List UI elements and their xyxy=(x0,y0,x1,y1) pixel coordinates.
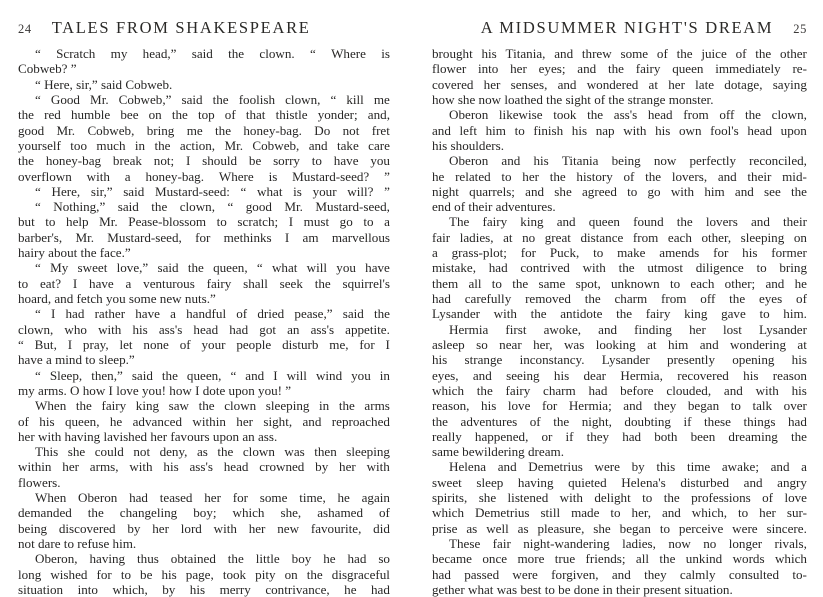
text-line: yourself too much in the action, Mr. Cobweb, and take care xyxy=(18,137,390,153)
page-number-left: 24 xyxy=(18,22,32,36)
text-line: prise as well as pleasure, she began to perceive were sincere. xyxy=(432,520,807,536)
text-line: to eat? I have a venturous fairy shall seek the squirrel's xyxy=(18,275,390,291)
text-line: This she could not deny, as the clown was then sleeping xyxy=(35,444,390,460)
story-title-heading: A MIDSUMMER NIGHT'S DREAM xyxy=(480,18,774,37)
text-line: same bewildering dream. xyxy=(432,444,564,460)
text-line: the honey-bag break not; I should be sorry to have you xyxy=(18,153,390,169)
text-line: When the fairy king saw the clown sleeping in the arms xyxy=(35,398,390,414)
text-line: fair ladies, at no great distance from each other, sleeping on xyxy=(432,229,807,245)
text-line: he related to her the history of the lovers, and their mid- xyxy=(432,168,807,184)
book-title-heading: TALES FROM SHAKESPEARE xyxy=(51,18,311,37)
text-line: brought his Titania, and threw some of the juice of the other xyxy=(432,46,807,61)
text-line: These fair night-wandering ladies, now no longer rivals, xyxy=(449,536,807,551)
text-line: good Mr. Cobweb, bring me the honey-bag. Do not fret xyxy=(18,122,390,138)
text-line: The fairy king and queen found the lovers and their xyxy=(449,214,807,230)
text-line: hoard, and fetch you some new nuts.” xyxy=(18,291,216,306)
text-line: have a mind to sleep.” xyxy=(18,352,135,368)
text-line: the adventures of the night, doubting if these things had xyxy=(432,413,807,429)
text-line: a grass-plot; for Puck, to make amends for his former xyxy=(432,245,807,261)
text-line: Helena and Demetrius were by this time awake; and a xyxy=(449,459,807,475)
text-line: “ Here, sir,” said Cobweb. xyxy=(35,76,173,92)
text-line: covered her senses, and wondered at her late dotage, saying xyxy=(432,76,807,92)
text-line: became once more true friends; all the unkind words which xyxy=(432,551,807,567)
text-line: end of their adventures. xyxy=(432,199,556,215)
text-line: them all to the same spot, unknown to each other; and he xyxy=(432,275,807,291)
text-line: his strange inconstancy. Lysander presently opening his xyxy=(432,352,807,368)
text-line: reason, his love for Hermia; and they began to talk over xyxy=(432,398,807,414)
text-line: Oberon and his Titania being now perfectly reconciled, xyxy=(449,153,807,169)
text-line: my arms. O how I love you! how I dote upon you! ” xyxy=(18,382,292,398)
text-line: “ Sleep, then,” said the queen, “ and I will wind you in xyxy=(35,367,390,383)
text-line: which Demetrius still made to her, and which, to her sur- xyxy=(432,505,807,521)
text-line: spirits, she listened with delight to the professions of love xyxy=(432,490,807,506)
running-head-left xyxy=(18,18,390,40)
text-line: of his queen, he advanced within her sight, and reproached xyxy=(18,413,390,429)
text-line: “ I had rather have a handful of dried pease,” said the xyxy=(35,306,390,322)
text-line: “ Nothing,” said the clown, “ good Mr. Mustard-seed, xyxy=(35,199,390,215)
text-line: “ My sweet love,” said the queen, “ what will you have xyxy=(35,260,390,276)
running-head-right xyxy=(432,18,807,40)
text-line: how she now loathed the sight of the strange monster. xyxy=(432,91,714,107)
text-line: “ Good Mr. Cobweb,” said the foolish clown, “ kill me xyxy=(35,91,390,107)
text-line: and left him to finish his nap with his own fool's head upon xyxy=(432,122,807,138)
text-line: not dare to refuse him. xyxy=(18,536,137,551)
text-line: the red humble bee on the top of that thistle yonder; and, xyxy=(18,107,390,123)
text-line: Lysander with the antidote the fairy king gave to him. xyxy=(432,306,807,322)
text-line: within her arms, with his ass's head crowned by her with xyxy=(18,459,390,475)
text-line: asleep so near her, was looking at him and wondering at xyxy=(432,336,807,352)
text-line: Hermia first awoke, and finding her lost Lysander xyxy=(449,321,807,337)
text-line: Oberon, having thus obtained the little boy he had so xyxy=(35,551,390,567)
text-line: demanded the changeling boy; which she, ashamed of xyxy=(18,505,390,521)
text-line: Oberon likewise took the ass's head from off the clown, xyxy=(449,107,807,123)
text-line: really happened, or if they had both been dreaming the xyxy=(432,428,807,444)
text-line: her with having lavished her favours upon an ass. xyxy=(18,428,278,444)
page-number-right: 25 xyxy=(793,22,807,36)
text-line: had carefully removed the charm from off the eyes of xyxy=(432,291,807,306)
text-line: his shoulders. xyxy=(432,137,505,153)
text-line: had passed were forgiven, and they calmly consulted to- xyxy=(432,566,807,582)
text-line: mistake, had contrived with the utmost diligence to bring xyxy=(432,260,807,276)
text-line: sweet sleep having quieted Helena's disturbed and angry xyxy=(432,474,807,490)
text-column-left xyxy=(18,46,390,597)
text-line: flower into her eyes; and the fairy queen immediately re- xyxy=(432,61,807,77)
text-line: “ Scratch my head,” said the clown. “ Where is xyxy=(35,46,390,61)
text-line: which the fairy charm had before clouded, and with his xyxy=(432,382,807,398)
text-line: “ Here, sir,” said Mustard-seed: “ what is your will? ” xyxy=(35,183,390,199)
text-line: being discovered by her lord with her new favourite, did xyxy=(18,520,390,536)
text-line: clown, who with his ass's head had got an ass's appetite. xyxy=(18,321,390,337)
text-line: barber's, Mr. Mustard-seed, for methinks I am marvellous xyxy=(18,229,390,245)
text-column-right xyxy=(432,46,807,597)
text-line: “ But, I pray, let none of your people disturb me, for I xyxy=(18,336,390,352)
text-line: long wished for to be his page, took pity on the disgraceful xyxy=(18,566,390,582)
text-line: situation into which, by his merry contrivance, he had xyxy=(18,581,390,597)
text-line: overflown with a honey-bag. Where is Mustard-seed? ” xyxy=(18,168,390,184)
text-line: When Oberon had teased her for some time, he again xyxy=(35,490,390,506)
text-line: Cobweb? ” xyxy=(18,61,77,77)
text-line: but to help Mr. Pease-blossom to scratch; I must go to a xyxy=(18,214,390,230)
text-line: flowers. xyxy=(18,474,61,490)
text-line: hairy about the face.” xyxy=(18,245,131,261)
text-line: eyes, and seeing his dear Hermia, recovered his reason xyxy=(432,367,807,383)
text-line: gether what was best to be done in their present situation. xyxy=(432,581,733,597)
text-line: night quarrels; and she agreed to go with him and see the xyxy=(432,183,807,199)
